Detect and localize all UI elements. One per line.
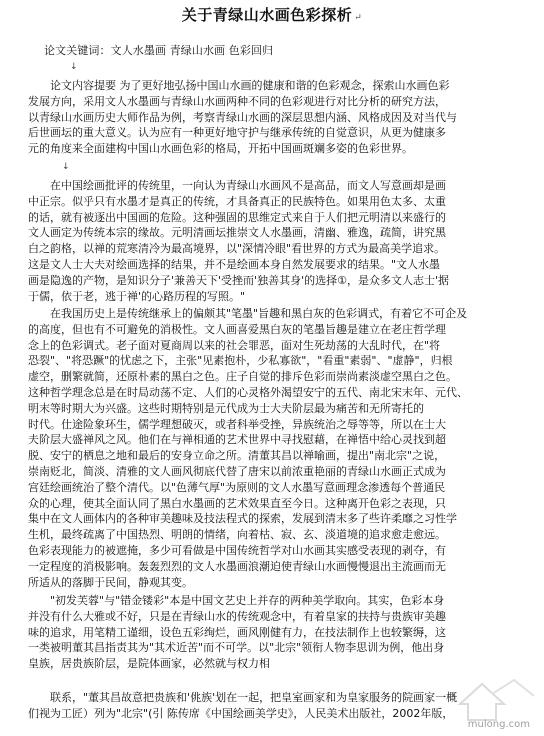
text-line: 画是隐逸的产物，是知识分子'兼善天下'受挫而'独善其身'的选择①，是众多文人志士'据 xyxy=(28,273,449,287)
text-line: "初发芙蓉"与"错金镂彩"本是中国文艺史上并存的两种美学取向。其实，色彩本身 xyxy=(28,594,445,607)
text-line: 生机，最终疏离了中国热烈、明朗的情绪，向着枯、寂、玄、淡道境的追求愈走愈远。 xyxy=(28,528,446,542)
text-line: 色彩表现能力的被遮掩，多少可看做是中国传统哲学对山水画其实感受表现的剥夺，有 xyxy=(28,543,446,557)
text-line: 夫阶层大盛禅风之风。他们在与禅相通的艺术世界中寻找慰藉，在禅悟中给心灵找到超 xyxy=(28,433,446,447)
abstract-paragraph xyxy=(28,78,530,157)
text-line: 文人画定为传统本宗的缘故。元明清画坛推崇文人水墨画，清幽、雅逸，疏简，讲究黑 xyxy=(28,226,446,240)
text-line: 们视为工匠）列为"北宗"(引 陈传席《中国绘画美学史》，人民美术出版社，2002年版， xyxy=(28,706,454,720)
text-line: 集中在文人画体内的各种审美趣味及技法程式的探索，发展到清末多了些许柔靡之习性学 xyxy=(28,512,457,526)
text-line: 虚空，删繁就简，还原朴素的黑白之色。庄子自觉的排斥色彩而崇尚素淡虚空黑白之色。 xyxy=(28,370,457,384)
text-line: 皇族，居贵族阶层，是院体画家，必然就与权力相 xyxy=(28,657,270,671)
text-line: 味的追求，用笔精工谨细，设色五彩绚烂，画风刚健有力，在技法制作上也较繁缛，这 xyxy=(28,625,446,639)
text-line: 一定程度的消极影响。轰轰烈烈的文人水墨画浪潮迫使青绿山水画慢慢退出主流画而无 xyxy=(28,559,446,573)
text-line: 联系，"董其昌故意把贵族和'佻族'划在一起，把皇室画家和为皇家服务的院画家一概 xyxy=(28,691,458,704)
document-title xyxy=(0,4,544,25)
text-line: 中正宗。似乎只有水墨才是真正的传统，才具备真正的民族特色。如果用色太多、太重 xyxy=(28,194,446,208)
text-line: 后世画坛的重大意义。认为应有一种更好地守护与继承传统的自觉意识，从更为健康多 xyxy=(28,126,446,140)
body-paragraph-3 xyxy=(28,593,530,672)
text-line: 众的心理，使其全面认同了黑白水墨画的艺术效果直至今日。这种离开色彩之表现，只 xyxy=(28,496,446,510)
text-line: 念上的色彩调式。老子面对夏商周以来的社会罪恶，面对生死劫荡的大乱时代，在"将 xyxy=(28,338,441,352)
text-line: 在我国历史上是传统继承上的偏颇其"笔墨"旨趣和黑白灰的色彩调式，有着它不可企及 xyxy=(28,307,468,320)
title-text: 关于青绿山水画色彩探析 xyxy=(181,6,353,24)
text-line: 这是文人士大夫对绘画选择的结果，并不是绘画本身自然发展要求的结果。"文人水墨 xyxy=(28,257,441,271)
text-line: 恐裂"、"将恐蹶"的忧虑之下，主张"见素抱朴，少私寡欲"，"看重"素弱"、"虚静"，归根 xyxy=(28,354,453,368)
body-paragraph-1 xyxy=(28,178,530,304)
text-line: 所适从的落脚于民间，静观其变。 xyxy=(28,575,193,589)
paragraph-mark-icon: ↓ xyxy=(62,162,70,172)
text-line: 的话，就有被逐出中国画的危险。这种强固的思维定式来自于人们把元明清以来盛行的 xyxy=(28,210,446,224)
text-line: 的高度，但也有不可避免的消极性。文人画喜爱黑白灰的笔墨旨趣是建立在老庄哲学理 xyxy=(28,322,446,336)
text-line: 发展方向，采用文人水墨画与青绿山水画两种不同的色彩观进行对比分析的研究方法， xyxy=(28,94,446,108)
text-line: 以青绿山水画历史大师作品为例，考察青绿山水画的深层思想内涵、风格成因及对当代与 xyxy=(28,110,457,124)
watermark-text: mulong.com xyxy=(467,719,530,730)
text-line: 于儒，依于老，逃于禅'的心路历程的写照。" xyxy=(28,289,246,303)
text-line: 白之韵格，以禅的荒寒清冷为最高境界，以"深情冷眼"看世界的方式为最高美学追求。 xyxy=(28,242,446,256)
keywords-line: 论文关键词：文人水墨画 青绿山水画 色彩回归 xyxy=(44,44,274,57)
text-line: 并没有什么大雅或不好，只是在青绿山水的传统观念中，有着皇家的扶持与贵族审美趣 xyxy=(28,609,446,623)
body-paragraph-2 xyxy=(28,306,530,590)
text-line: 一类被明董其昌指责其为"其术近苦"而不可学。以"北宗"领衔人物李思训为例，他出身 xyxy=(28,641,445,655)
text-line: 宫廷绘画统治了整个清代。以"色薄气厚"为原则的文人水墨写意画理念渗透每个普通民 xyxy=(28,480,446,494)
text-line: 这种哲学理念总是在时局动荡不定、人们的心灵格外渴望安宁的五代、南北宋末年、元代、 xyxy=(28,385,468,399)
text-line: 在中国绘画批评的传统里，一向认为青绿山水画风不是高品，而文人写意画却是画 xyxy=(28,179,446,192)
text-line: 时代。仕途险象环生，儒学理想破灭，或者科举受挫，异族统治之辱等等，所以在士大 xyxy=(28,417,446,431)
text-line: 崇南贬北，简淡、清雅的文人画风彻底代替了唐宋以前浓重艳丽的青绿山水画正式成为 xyxy=(28,464,446,478)
text-line: 元的角度来全面建构中国山水画色彩的格局，开拓中国画斑斓多姿的色彩世界。 xyxy=(28,142,413,156)
text-line: 脱、安宁的栖息之地和最后的安身立命之所。清董其昌以禅喻画，提出"南北宗"之说， xyxy=(28,449,446,463)
paragraph-mark-icon: ↵ xyxy=(354,13,363,23)
paragraph-mark-icon: ↓ xyxy=(70,62,78,72)
text-line: 明末等时期大为兴盛。这些时期特别是元代成为士大夫阶层最为痛苦和无所寄托的 xyxy=(28,401,424,415)
text-line: 论文内容提要 为了更好地弘扬中国山水画的健康和谐的色彩观念，探索山水画色彩 xyxy=(28,79,450,92)
